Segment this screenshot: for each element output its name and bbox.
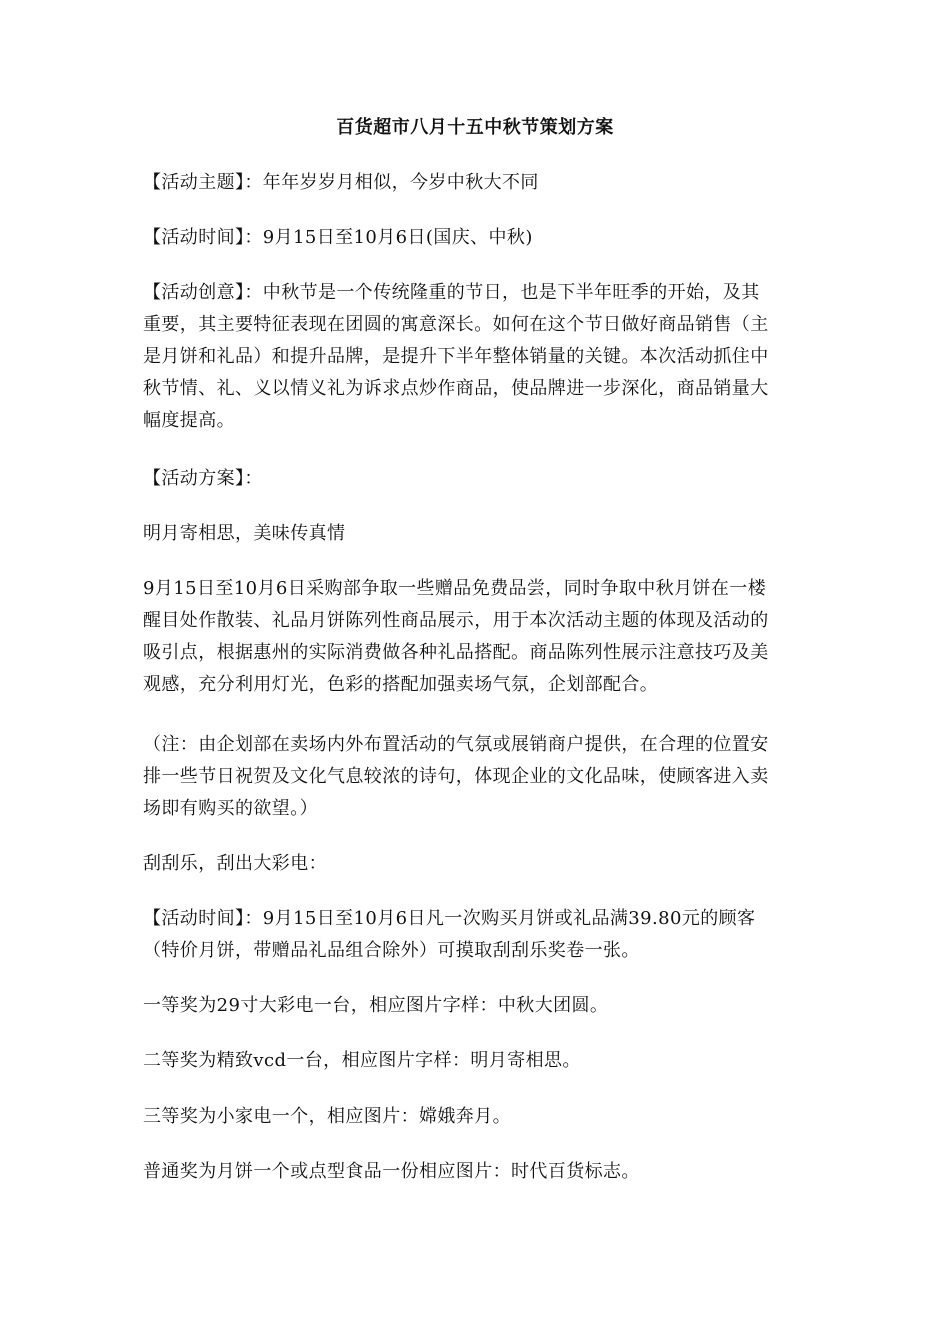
prize-second: 二等奖为精致vcd一台，相应图片字样：明月寄相思。 [143,1050,581,1071]
idea-line: 是月饼和礼品）和提升品牌，是提升下半年整体销量的关键。本次活动抓住中 [143,346,769,367]
idea-line: 幅度提高。 [143,410,235,431]
activity-theme: 【活动主题】：年年岁岁月相似，今岁中秋大不同 [143,172,539,193]
prize-general: 普通奖为月饼一个或点型食品一份相应图片：时代百货标志。 [143,1161,640,1182]
activity-idea [143,277,808,437]
note-line: 场即有购买的欲望。） [143,798,318,819]
note-line: 排一些节日祝贺及文化气息较浓的诗句，体现企业的文化品味，使顾客进入卖 [143,766,769,787]
section1-line: 醒目处作散装、礼品月饼陈列性商品展示，用于本次活动主题的体现及活动的 [143,610,769,631]
idea-line: 重要，其主要特征表现在团圆的寓意深长。如何在这个节日做好商品销售（主 [143,314,769,335]
idea-line: 秋节情、礼、义以情义礼为诉求点炒作商品，使品牌进一步深化，商品销量大 [143,378,769,399]
section2-time-line: （特价月饼，带赠品礼品组合除外）可摸取刮刮乐奖卷一张。 [143,940,640,961]
note-paragraph [143,729,808,825]
document-title: 百货超市八月十五中秋节策划方案 [336,117,614,138]
activity-time: 【活动时间】：9月15日至10月6日(国庆、中秋) [143,227,533,248]
section1-line: 吸引点，根据惠州的实际消费做各种礼品搭配。商品陈列性展示注意技巧及美 [143,642,769,663]
note-line: （注：由企划部在卖场内外布置活动的气氛或展销商户提供，在合理的位置安 [143,734,769,755]
section2-time [143,903,808,967]
section2-time-line: 【活动时间】：9月15日至10月6日凡一次购买月饼或礼品满39.80元的顾客 [143,908,756,929]
prize-first: 一等奖为29寸大彩电一台，相应图片字样：中秋大团圆。 [143,995,609,1016]
section1-line: 观感，充分利用灯光，色彩的搭配加强卖场气氛，企划部配合。 [143,674,659,695]
section1-body [143,573,808,701]
prize-third: 三等奖为小家电一个，相应图片：嫦娥奔月。 [143,1106,511,1127]
idea-line: 【活动创意】：中秋节是一个传统隆重的节日，也是下半年旺季的开始，及其 [143,282,760,303]
section1-line: 9月15日至10月6日采购部争取一些赠品免费品尝，同时争取中秋月饼在一楼 [143,578,767,599]
section1-title: 明月寄相思，美味传真情 [143,523,346,544]
activity-plan-label: 【活动方案】： [143,468,263,489]
section2-title: 刮刮乐，刮出大彩电： [143,853,327,874]
